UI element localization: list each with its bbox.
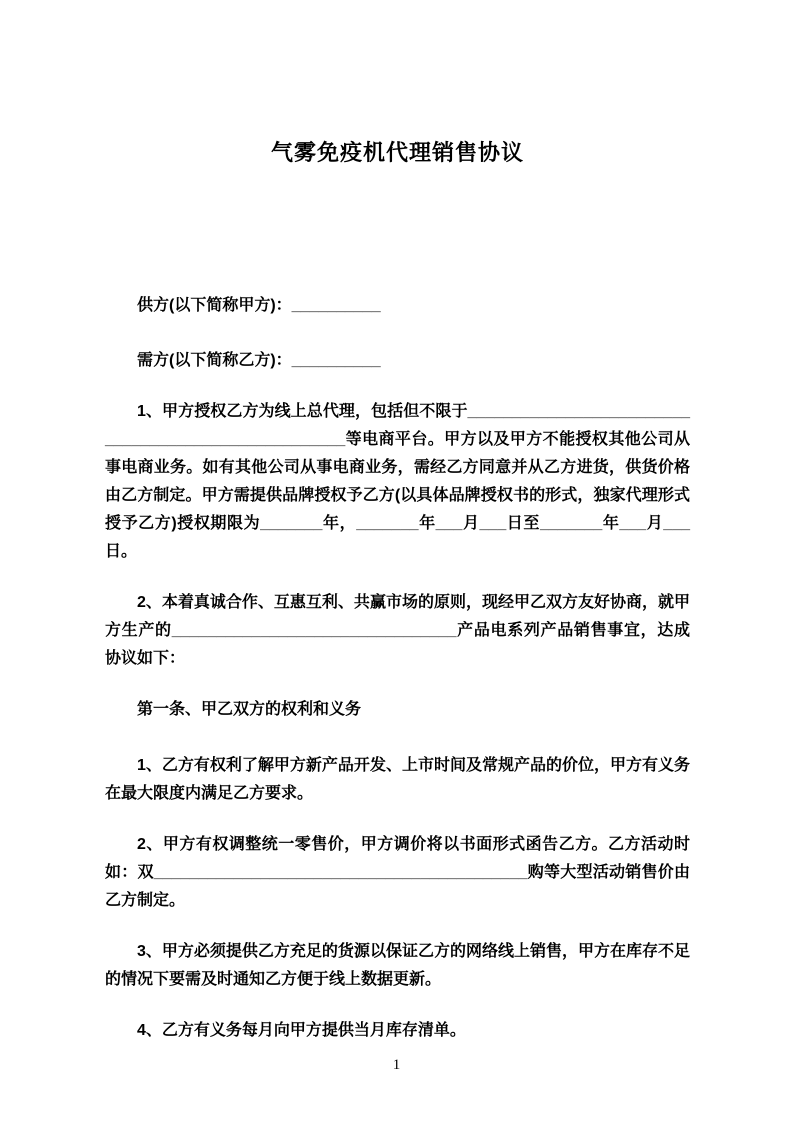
party-b-line: 需方(以下简称乙方)：__________ xyxy=(137,352,381,369)
section-heading-article-1: 第一条、甲乙双方的权利和义务 xyxy=(137,701,362,718)
article1-item-3: 3、甲方必须提供乙方充足的货源以保证乙方的网络线上销售，甲方在库存不足的情况下要需及时通知乙方便于线上数据更新。 xyxy=(105,943,690,988)
article1-item-2: 2、甲方有权调整统一零售价，甲方调价将以书面形式函告乙方。乙方活动时如：双__________________________________________购等大型活动销售价由乙方制定。 xyxy=(105,836,690,909)
clause-authorization: 1、甲方授权乙方为线上总代理，包括但不限于____________________________________________________等电商平台。甲方以及甲方不能授权其他公司从事电商业务。如有其他公司从事电商业务，需经乙方同意并从乙方进货，供货价格由乙方制定。甲方需提供品牌授权予乙方(以具体品牌授权书的形式，独家代理形式授予乙方)授权期限为_______年，_______年___月___日至_______年___月___日。 xyxy=(105,403,690,560)
clause-cooperation: 2、本着真诚合作、互惠互利、共赢市场的原则，现经甲乙双方友好协商，就甲方生产的________________________________产品电系列产品销售事宜，达成协议如下： xyxy=(105,594,690,667)
party-a-line: 供方(以下简称甲方)：__________ xyxy=(137,297,381,314)
article1-item-4: 4、乙方有义务每月向甲方提供当月库存清单。 xyxy=(137,1022,466,1039)
page-number: 1 xyxy=(392,1057,401,1073)
document-title: 气雾免疫机代理销售协议 xyxy=(270,140,524,165)
article1-item-1: 1、乙方有权利了解甲方新产品开发、上市时间及常规产品的价位，甲方有义务在最大限度内满足乙方要求。 xyxy=(105,757,690,802)
